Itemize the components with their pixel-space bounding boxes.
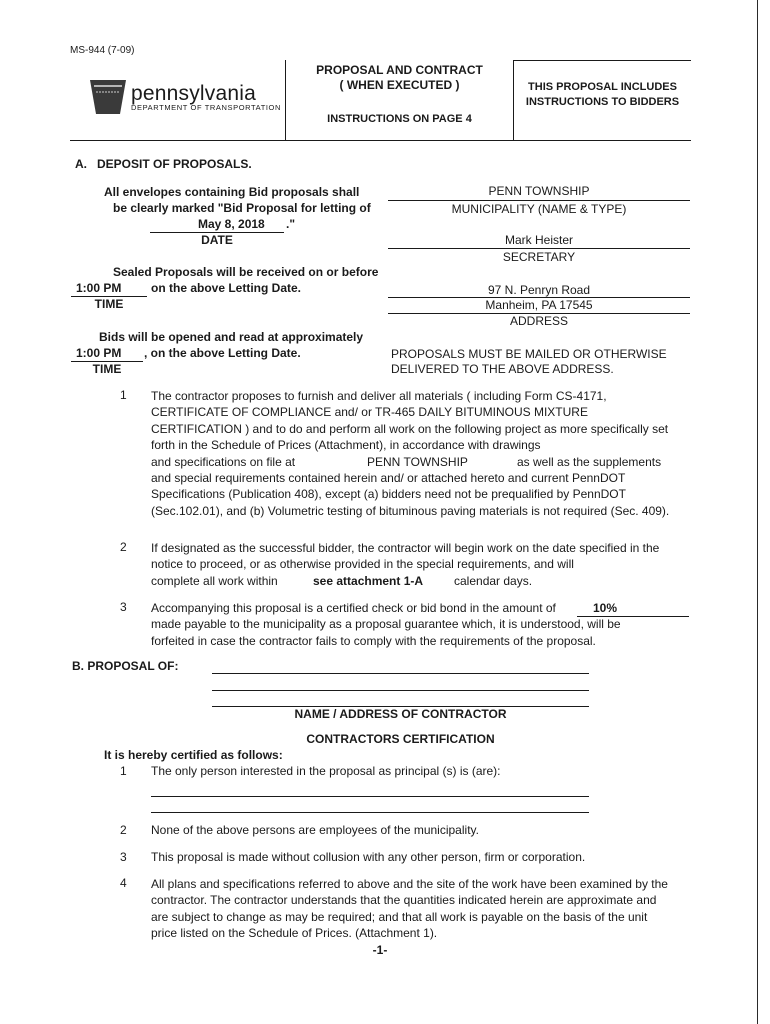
header-title-line2: ( WHEN EXECUTED ) xyxy=(339,78,460,92)
sealed-line: Sealed Proposals will be received on or before xyxy=(113,265,379,279)
cert-heading: CONTRACTORS CERTIFICATION xyxy=(306,732,495,746)
item-2-complete-text: complete all work within xyxy=(151,573,278,588)
item-2-line3 xyxy=(151,573,711,589)
cert-4-line: price listed on the Schedule of Prices. (Attachment 1). xyxy=(151,926,438,941)
mail-line1: PROPOSALS MUST BE MAILED OR OTHERWISE xyxy=(391,347,667,361)
item-3-amount: 10% xyxy=(577,600,689,617)
item-3-amount-text: Accompanying this proposal is a certified check or bid bond in the amount of xyxy=(151,601,556,615)
item-1-line-file xyxy=(151,454,711,470)
item-3-line2: made payable to the municipality as a proposal guarantee which, it is understood, will be xyxy=(151,617,621,632)
cert-4-line: are subject to change as may be required; and that all work is payable on the basis of the unit xyxy=(151,909,648,924)
logo-department: DEPARTMENT OF TRANSPORTATION xyxy=(131,103,282,112)
item-1-specs-text: and specifications on file at xyxy=(151,454,296,469)
item-2-calendar-days: calendar days. xyxy=(454,573,533,588)
address-line2: Manheim, PA 17545 xyxy=(485,298,593,312)
scan-edge xyxy=(757,0,758,1024)
item-1-line: CERTIFICATION ) and to do and perform all work on the following project as more specifically set xyxy=(151,421,669,436)
cert-2-text: None of the above persons are employees of the municipality. xyxy=(151,823,479,837)
item-1-text xyxy=(151,388,711,519)
principal-line-1 xyxy=(151,796,589,797)
date-label: DATE xyxy=(201,233,233,247)
mail-line2: DELIVERED TO THE ABOVE ADDRESS. xyxy=(391,362,614,376)
item-1-file-location: PENN TOWNSHIP xyxy=(367,454,468,469)
item-1-line: (Sec.102.01), and (b) Volumetric testing of bituminous paving materials is not required (Sec. 409). xyxy=(151,503,670,518)
sealed-time: 1:00 PM xyxy=(71,281,147,297)
envelopes-line2: be clearly marked "Bid Proposal for letting of xyxy=(113,201,371,215)
cert-4-line: contractor. The contractor understands that the quantities indicated herein are approximate and xyxy=(151,893,657,908)
header-right-line1: THIS PROPOSAL INCLUDES xyxy=(528,81,677,93)
item-1-number: 1 xyxy=(120,388,127,402)
item-1-supplements: as well as the supplements xyxy=(517,454,662,469)
item-1-line: The contractor proposes to furnish and deliver all materials ( including Form CS-4171, xyxy=(151,389,607,403)
cert-4-line: All plans and specifications referred to above and the site of the work have been examined by the xyxy=(151,877,668,891)
cert-3-number: 3 xyxy=(120,850,127,864)
item-2-line2: notice to proceed, or as otherwise provided in the special requirements, and will xyxy=(151,557,574,572)
header-title-line1: PROPOSAL AND CONTRACT xyxy=(316,63,483,77)
item-1-line: CERTIFICATE OF COMPLIANCE and/ or TR-465 DAILY BITUMINOUS MIXTURE xyxy=(151,405,588,420)
item-1-line: Specifications (Publication 408), except (a) bidders need not be prequalified by PennDOT xyxy=(151,487,626,502)
sealed-suffix: on the above Letting Date. xyxy=(151,281,302,295)
bids-line: Bids will be opened and read at approximately xyxy=(99,330,364,344)
form-code: MS-944 (7-09) xyxy=(70,45,135,56)
item-2-line1: If designated as the successful bidder, the contractor will begin work on the date specified in the xyxy=(151,541,660,555)
address-label: ADDRESS xyxy=(509,314,568,328)
cert-1-text: The only person interested in the proposal as principal (s) is (are): xyxy=(151,764,501,778)
contractor-label: NAME / ADDRESS OF CONTRACTOR xyxy=(294,707,507,721)
letting-date-quote: ." xyxy=(286,217,296,231)
item-2-text xyxy=(151,540,711,589)
item-3-line1 xyxy=(151,600,711,616)
logo-name: pennsylvania xyxy=(131,82,256,105)
secretary-name: Mark Heister xyxy=(504,233,573,247)
municipality-name: PENN TOWNSHIP xyxy=(488,184,590,198)
bids-time: 1:00 PM xyxy=(71,346,143,362)
header-right-line2: INSTRUCTIONS TO BIDDERS xyxy=(525,96,680,108)
keystone-logo xyxy=(88,78,128,116)
cert-1-number: 1 xyxy=(120,764,127,778)
item-1-line: and special requirements contained herein and/ or attached hereto and current PennDOT xyxy=(151,471,626,486)
page-number: -1- xyxy=(372,943,388,957)
item-2-number: 2 xyxy=(120,540,127,554)
letting-date: May 8, 2018 xyxy=(150,217,284,233)
item-3-text xyxy=(151,600,711,649)
section-b-heading: B. PROPOSAL OF: xyxy=(72,659,179,673)
cert-3-text: This proposal is made without collusion with any other person, firm or corporation. xyxy=(151,850,586,864)
secretary-rule xyxy=(388,248,690,249)
header-bottom-rule xyxy=(70,140,691,141)
header-top-rule xyxy=(513,60,691,61)
sealed-time-label: TIME xyxy=(94,297,124,311)
certified-line: It is hereby certified as follows: xyxy=(104,748,283,762)
cert-4-text xyxy=(151,876,711,942)
contractor-line-1 xyxy=(212,673,589,674)
cert-2-number: 2 xyxy=(120,823,127,837)
municipality-rule xyxy=(388,200,690,201)
header-instructions: INSTRUCTIONS ON PAGE 4 xyxy=(327,113,472,125)
keystone-icon xyxy=(88,78,128,116)
cert-4-number: 4 xyxy=(120,876,127,890)
item-3-line3: forfeited in case the contractor fails to comply with the requirements of the proposal. xyxy=(151,633,596,648)
item-3-number: 3 xyxy=(120,600,127,614)
item-2-attachment: see attachment 1-A xyxy=(313,573,424,588)
section-a-heading: A. DEPOSIT OF PROPOSALS. xyxy=(75,157,252,171)
contractor-line-2 xyxy=(212,690,589,691)
item-1-line: forth in the Schedule of Prices (Attachment), in accordance with drawings xyxy=(151,438,541,453)
principal-line-2 xyxy=(151,812,589,813)
municipality-label: MUNICIPALITY (NAME & TYPE) xyxy=(451,202,627,216)
bids-suffix: , on the above Letting Date. xyxy=(144,346,301,360)
envelopes-line1: All envelopes containing Bid proposals shall xyxy=(104,185,360,199)
bids-time-label: TIME xyxy=(92,362,122,376)
secretary-label: SECRETARY xyxy=(502,250,576,264)
address-line1: 97 N. Penryn Road xyxy=(487,283,591,297)
